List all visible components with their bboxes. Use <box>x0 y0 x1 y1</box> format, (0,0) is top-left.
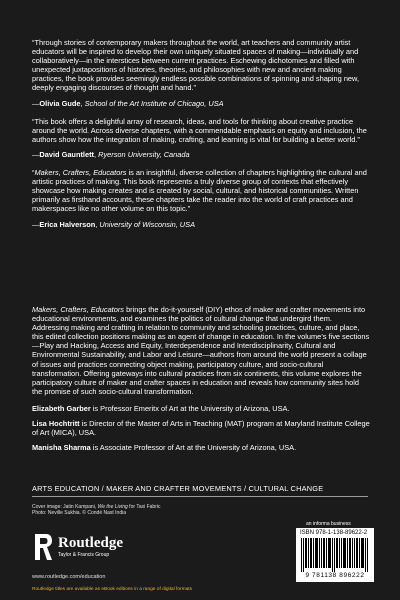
editor-bio <box>32 419 370 437</box>
reviewer-affiliation: School of the Art Institute of Chicago, USA <box>84 98 224 108</box>
quote-open-mark: “ <box>32 168 35 178</box>
quote-text: is an insightful, diverse collection of chapters highlighting the cultural and artistic practices of making. This book represents a truly diverse group of contexts that effectively showcase how making creates and is created by social, cultural, and historical communities. Written primarily as firsthand accounts, these chapters take the reader into the world of craft practices and makerspaces like no other volume on this topic.” <box>32 168 367 214</box>
routledge-r-icon <box>32 532 54 562</box>
book-description <box>32 305 370 396</box>
reviewer-name: Olivia Gude <box>39 98 81 108</box>
book-title: Makers, Crafters, Educators <box>32 305 125 314</box>
editor-name: Manisha Sharma <box>32 443 91 453</box>
description-text: brings the do-it-yourself (DIY) ethos of maker and crafter movements into educational environments, and examines the politics of cultural change that undergird them. Addressing making and crafting in relation to community and schooling practices, culture, and place, this edited collection positions making as an agent of change in education. In the volume’s five sections—Play and Hacking, Access and Equity, Interdependence and Interdisciplinarity, Cultural and Environmental Sustainability, and Labor and Leisure—authors from around the world present a collage of issues and practices connecting object making, participatory culture, and socio-cultural transformation. Offering gateways into cultural practices from six continents, this volume explores the participatory culture of maker and crafter spaces in education and reveals how community sites hold the promise of such socio-cultural transformation. <box>32 305 370 396</box>
reviewer-affiliation: University of Wisconsin, USA <box>99 219 196 229</box>
editor-bio <box>32 443 370 452</box>
editor-bio-text: is Director of the Master of Arts in Teaching (MAT) program at Maryland Institute College of Art (MICA), USA. <box>32 419 370 438</box>
editor-bio-text: is Associate Professor of Art at the University of Arizona, USA. <box>90 443 297 453</box>
barcode-digits: 9 781138 896222 <box>305 572 365 579</box>
review-attribution: —Olivia Gude, School of the Art Institute of Chicago, USA <box>32 98 224 108</box>
editor-bio-text: is Professor Emeritx of Art at the University of Arizona, USA. <box>90 404 290 413</box>
reviewer-affiliation: Ryerson University, Canada <box>98 149 190 159</box>
cover-credits <box>32 504 161 517</box>
book-title: Makers, Crafters, Educators <box>34 168 127 178</box>
ebook-note: Routledge titles are available as eBook editions in a range of digital formats <box>32 587 192 592</box>
publisher-logo <box>32 532 192 568</box>
reviewer-name: Erica Halverson <box>39 219 96 229</box>
isbn-label: ISBN 978-1-138-89622-2 <box>300 530 368 536</box>
publisher-name: Routledge <box>58 535 123 551</box>
review-quote: “Through stories of contemporary makers throughout the world, art teachers and community artist educators will be inspired to develop their own uniquely situated spaces of making—individually and collaboratively—in the interstices between current practices. Eschewing dichotomies and filled with unexpected juxtapositions of histories, theories, and philosophies with new and ancient making practices, the book provides seemingly endless possible combinations of spinning and shaping new, deeply engaging discourses of thought and hand.” <box>32 38 360 93</box>
editor-bio <box>32 404 370 413</box>
subject-categories: ARTS EDUCATION / MAKER AND CRAFTER MOVEMENTS / CULTURAL CHANGE <box>32 484 324 493</box>
divider <box>32 496 368 497</box>
photo-credit: Photo: Neville Sukhia. © Condé Nast India <box>32 510 127 517</box>
editor-name: Lisa Hochtritt <box>32 419 80 429</box>
reviewer-name: David Gauntlett <box>39 149 95 159</box>
isbn-barcode <box>296 528 374 582</box>
publisher-website: www.routledge.com/education <box>32 574 106 580</box>
review-attribution: —David Gauntlett, Ryerson University, Canada <box>32 149 190 159</box>
informa-label: an informa business <box>306 521 351 527</box>
barcode-icon <box>299 538 371 572</box>
review-attribution: —Erica Halverson, University of Wisconsin, USA <box>32 219 196 229</box>
editor-name: Elizabeth Garber <box>32 404 91 413</box>
review-blurbs <box>32 38 370 238</box>
publisher-group: Taylor & Francis Group <box>58 552 110 558</box>
credit-prefix: Cover image: Jatin Kampani, <box>32 504 98 510</box>
credit-suffix: for Taxi Fabric <box>127 504 161 510</box>
review-quote: “This book offers a delightful array of research, ideas, and tools for thinking about creative practice around the world. Across diverse chapters, with a commendable emphasis on equity and inclusion, the authors show how the integration of making, crafting, and learning is vital for building a better world.” <box>32 116 367 144</box>
editor-bios <box>32 404 370 458</box>
review-quote <box>32 168 370 213</box>
artwork-title: We the Living <box>97 504 128 510</box>
